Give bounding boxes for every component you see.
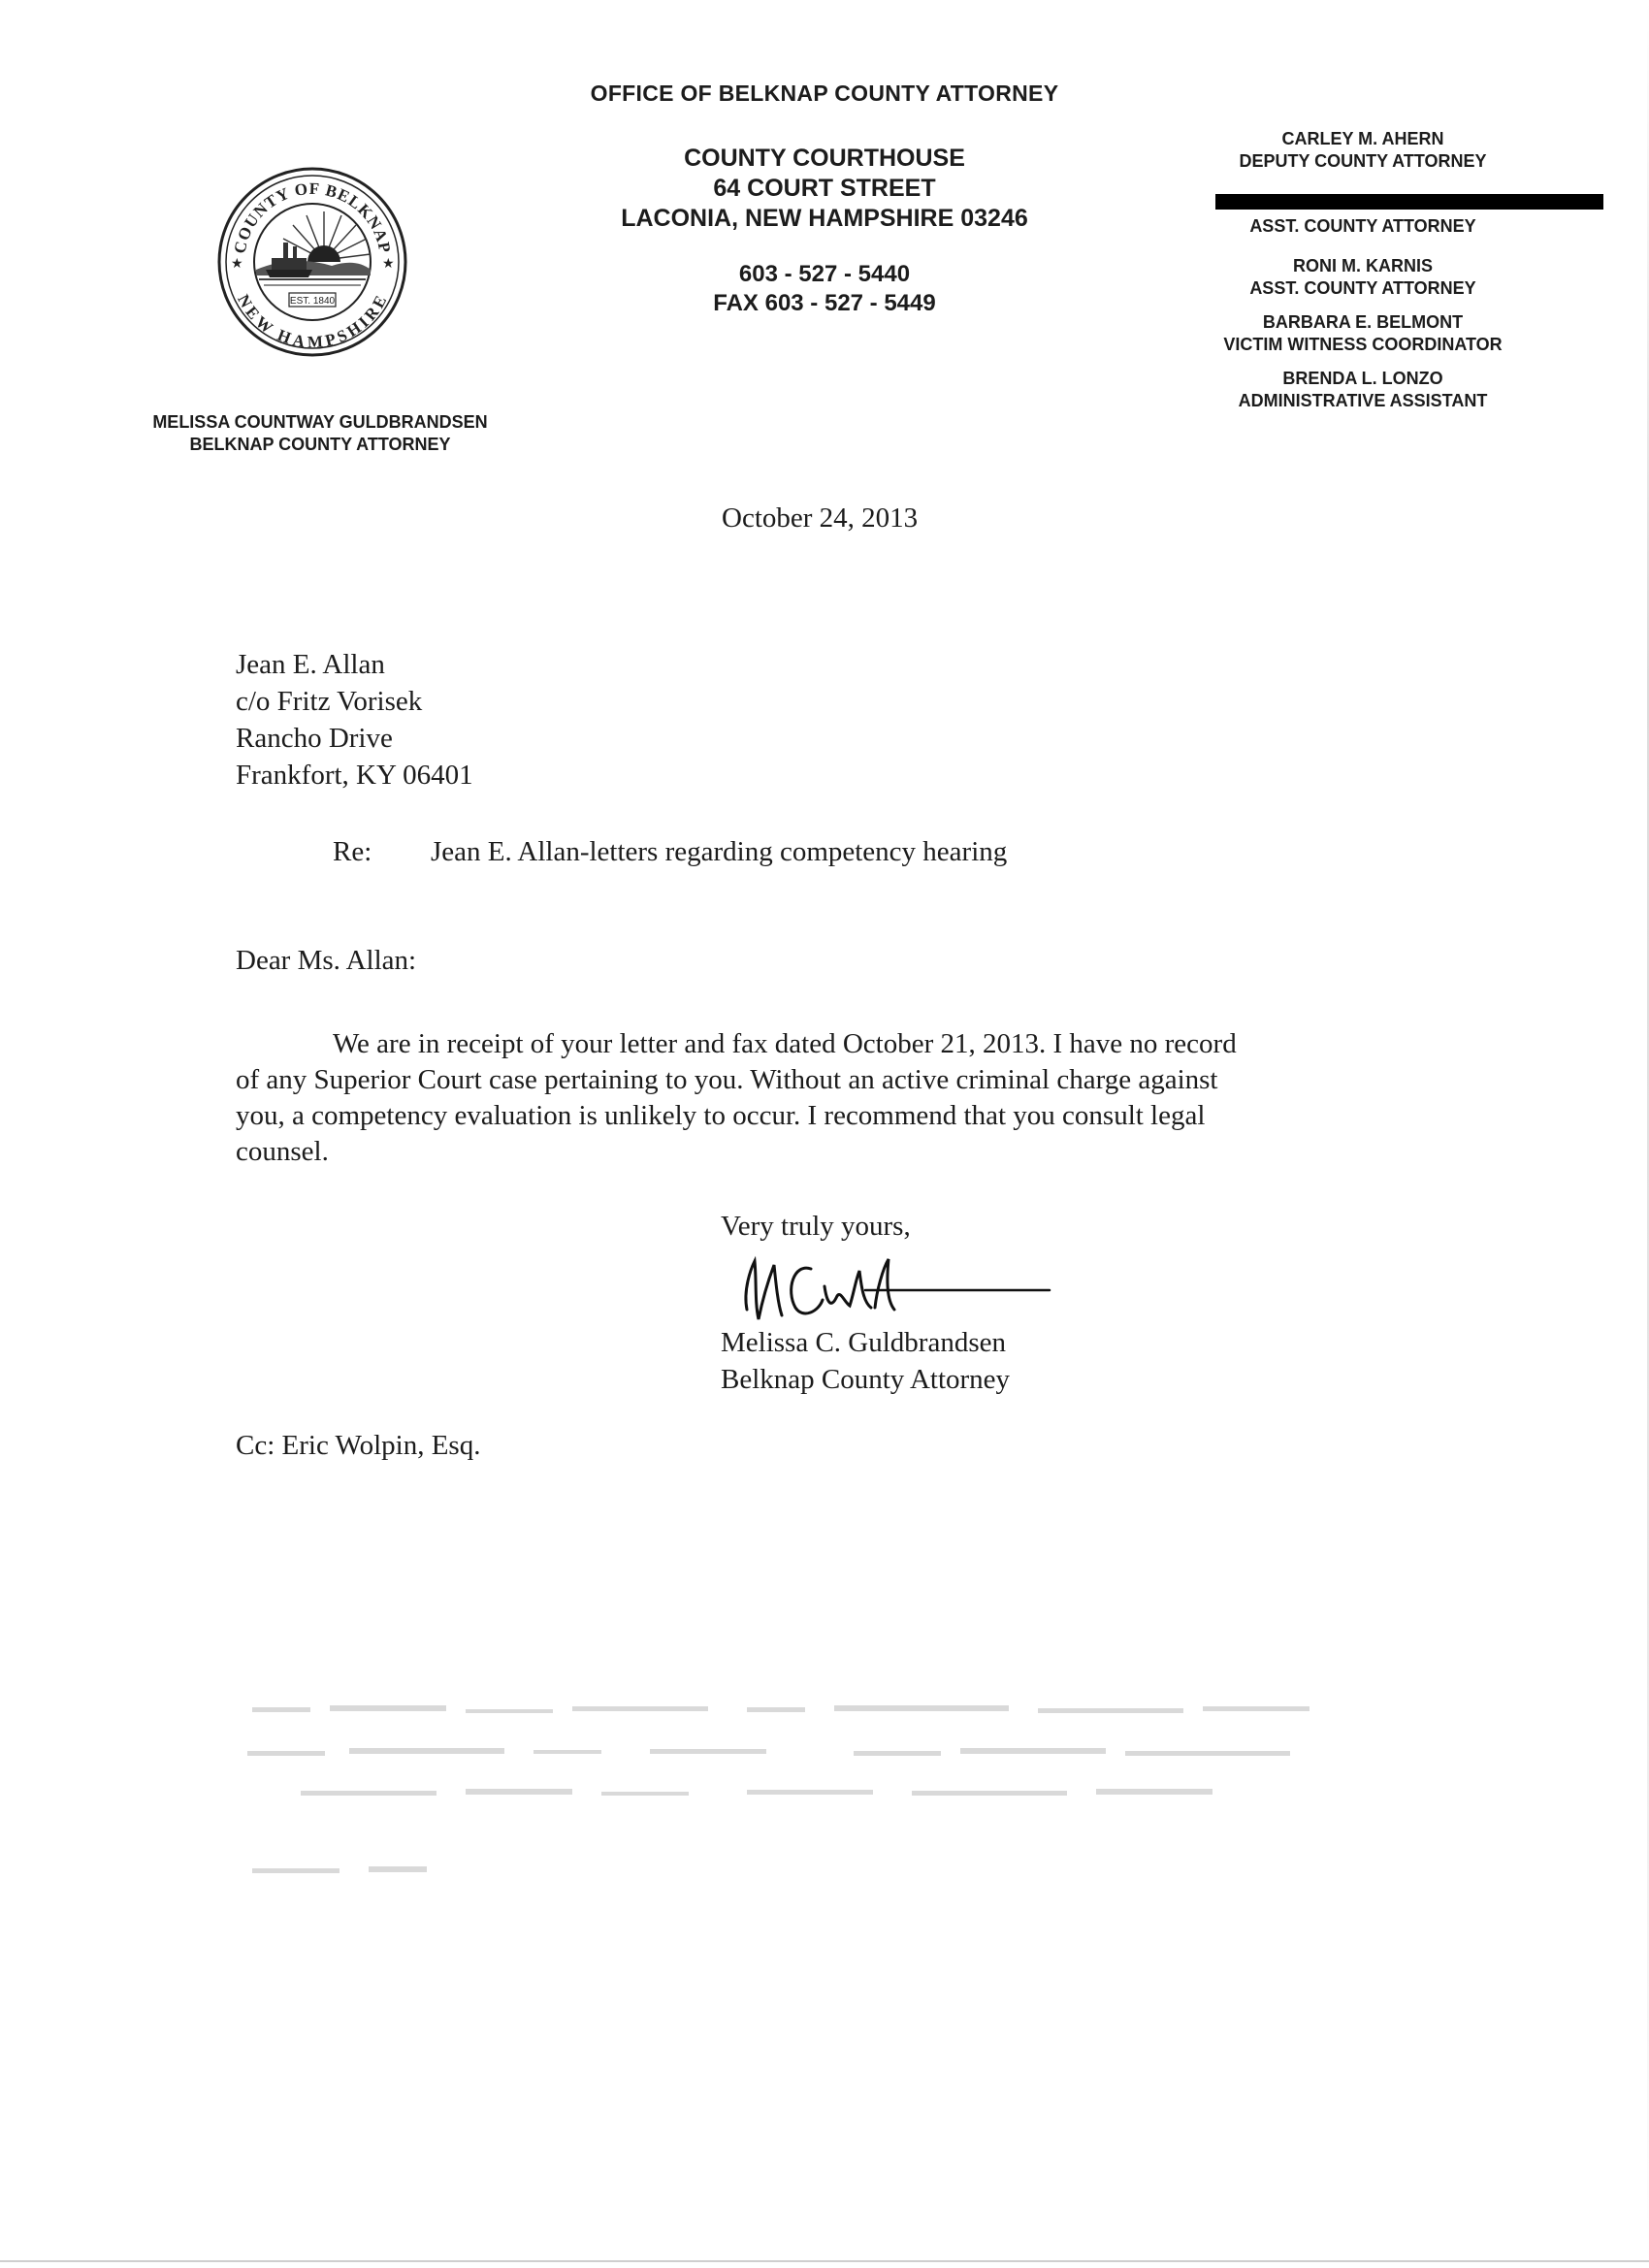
signer-title: Belknap County Attorney	[721, 1364, 1011, 1395]
county-seal-icon	[215, 165, 409, 359]
carbon-copy-line: Cc: Eric Wolpin, Esq.	[236, 1430, 481, 1461]
office-title: OFFICE OF BELKNAP COUNTY ATTORNEY	[590, 81, 1059, 106]
staff-entry	[1174, 194, 1552, 238]
staff-title: VICTIM WITNESS COORDINATOR	[1223, 335, 1503, 354]
subject-line	[333, 836, 1007, 868]
staff-entry	[1174, 368, 1552, 412]
staff-title: ASST. COUNTY ATTORNEY	[1249, 278, 1476, 298]
staff-name: BARBARA E. BELMONT	[1262, 312, 1464, 332]
phone-number: 603 - 527 - 5440	[738, 261, 911, 287]
seal-ring-bottom-text: NEW HAMPSHIRE	[234, 291, 391, 352]
office-phones	[601, 260, 1048, 318]
recipient-line: Rancho Drive	[236, 723, 393, 754]
office-address	[563, 144, 1086, 234]
staff-title: ADMINISTRATIVE ASSISTANT	[1238, 391, 1488, 410]
address-line: COUNTY COURTHOUSE	[684, 145, 965, 172]
salutation: Dear Ms. Allan:	[236, 945, 417, 976]
scan-noise	[242, 1698, 1387, 1892]
recipient-line: Frankfort, KY 06401	[236, 760, 473, 791]
staff-name: RONI M. KARNIS	[1293, 256, 1433, 275]
recipient-line: c/o Fritz Vorisek	[236, 686, 423, 717]
staff-entry	[1174, 128, 1552, 173]
fax-number: FAX 603 - 527 - 5449	[713, 290, 936, 316]
staff-directory	[1174, 128, 1552, 424]
address-line: LACONIA, NEW HAMPSHIRE 03246	[621, 205, 1028, 232]
svg-text:★: ★	[382, 256, 395, 272]
redaction-bar	[1215, 194, 1603, 210]
signer-name: Melissa C. Guldbrandsen	[721, 1327, 1006, 1358]
staff-entry	[1174, 311, 1552, 356]
letter-body	[236, 1026, 1400, 1170]
address-line: 64 COURT STREET	[713, 175, 936, 202]
body-line: you, a competency evaluation is unlikely to occur. I recommend that you consult legal	[236, 1100, 1206, 1131]
staff-title: ASST. COUNTY ATTORNEY	[1249, 216, 1476, 236]
signer-block	[721, 1324, 1010, 1398]
subject-label: Re:	[333, 836, 372, 867]
body-line: of any Superior Court case pertaining to you. Without an active criminal charge against	[236, 1064, 1218, 1095]
seal-ring-top-text: COUNTY OF BELKNAP	[230, 178, 395, 255]
county-attorney-name: MELISSA COUNTWAY GULDBRANDSEN	[152, 412, 488, 432]
scan-bottom-edge	[0, 2260, 1649, 2262]
svg-text:★: ★	[231, 256, 243, 272]
county-attorney-title: BELKNAP COUNTY ATTORNEY	[189, 435, 451, 454]
recipient-line: Jean E. Allan	[236, 649, 385, 680]
county-attorney-block	[107, 411, 534, 456]
svg-text:COUNTY OF BELKNAP	[230, 179, 394, 255]
recipient-address	[236, 646, 473, 794]
staff-name: CARLEY M. AHERN	[1281, 129, 1444, 148]
letter-date: October 24, 2013	[722, 502, 919, 534]
seal-established-text: EST. 1840	[289, 296, 336, 307]
subject-text: Jean E. Allan-letters regarding competency hearing	[431, 836, 1008, 867]
body-line: We are in receipt of your letter and fax dated October 21, 2013. I have no record	[333, 1028, 1237, 1059]
staff-title: DEPUTY COUNTY ATTORNEY	[1239, 151, 1487, 171]
body-line: counsel.	[236, 1136, 329, 1167]
staff-entry	[1174, 255, 1552, 300]
closing: Very truly yours,	[721, 1211, 911, 1242]
staff-name: BRENDA L. LONZO	[1282, 369, 1443, 388]
